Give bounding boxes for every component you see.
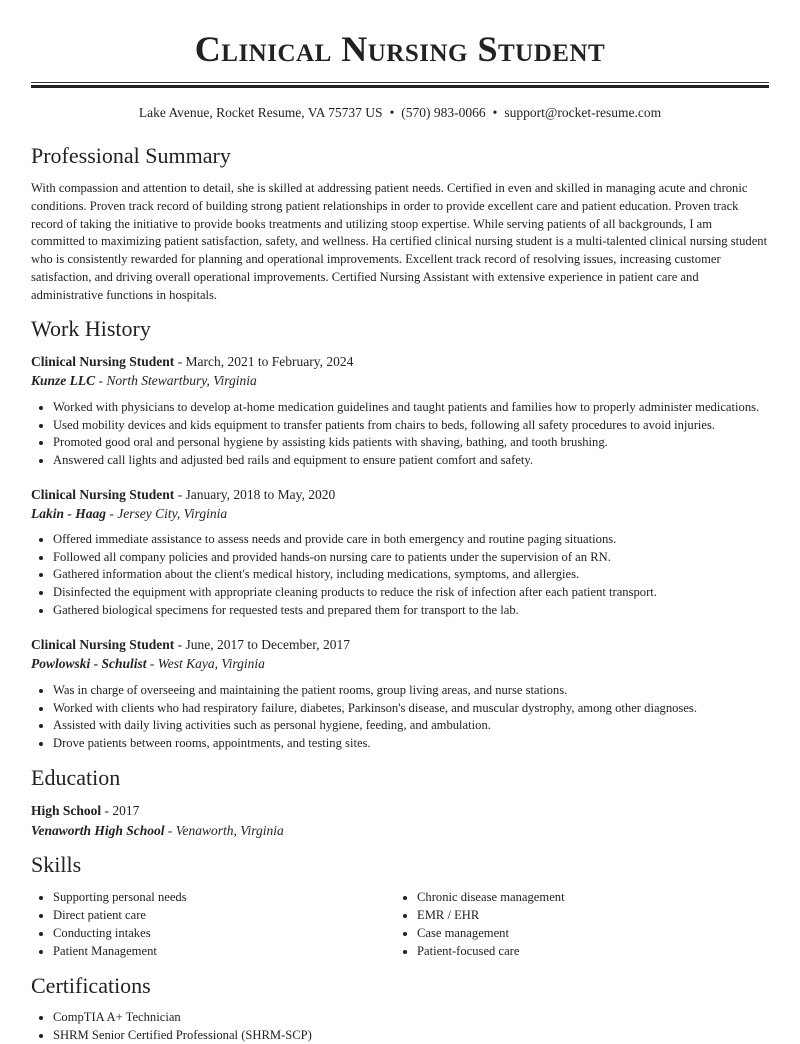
job-company: Kunze LLC	[31, 373, 96, 388]
section-title-summary: Professional Summary	[31, 143, 231, 168]
education-school-line	[31, 821, 284, 840]
job-role: Clinical Nursing Student	[31, 354, 175, 369]
job-bullets	[31, 531, 769, 620]
contact-line	[31, 104, 769, 122]
job-role: Clinical Nursing Student	[31, 487, 175, 502]
education-heading	[31, 801, 139, 820]
skill-item: • Conducting intakes	[53, 925, 353, 943]
education-degree: High School	[31, 803, 102, 818]
list-item: • Drove patients between rooms, appointments, and testing sites.	[53, 735, 769, 753]
contact-email[interactable]: support@rocket-resume.com	[504, 105, 662, 120]
skills-list-left	[31, 889, 353, 961]
list-item: • Worked with clients who had respiratory failure, diabetes, Parkinson's disease, and muscular dystrophy, among other diagnoses.	[53, 700, 769, 718]
education-location: - Venaworth, Virginia	[164, 823, 284, 838]
job-heading	[31, 485, 335, 504]
skill-item: • Case management	[417, 925, 717, 943]
list-item: • Used mobility devices and kids equipment to transfer patients from chairs to beds, following all safety procedures to avoid injuries.	[53, 417, 769, 435]
skill-item: • EMR / EHR	[417, 907, 717, 925]
list-item: • Offered immediate assistance to assess needs and provide care in both emergency and routine paging situations.	[53, 531, 769, 549]
education-school: Venaworth High School	[31, 823, 165, 838]
job-heading	[31, 352, 353, 371]
job-location: - West Kaya, Virginia	[146, 656, 265, 671]
list-item: • Answered call lights and adjusted bed rails and equipment to ensure patient comfort and safety.	[53, 452, 769, 470]
resume-name: Clinical Nursing Student	[194, 29, 606, 69]
header-rule-thin	[31, 82, 769, 83]
certification-item: • CompTIA A+ Technician	[53, 1009, 769, 1027]
header-rule-thick	[31, 85, 769, 88]
education-year: - 2017	[101, 803, 140, 818]
list-item: • Gathered information about the client's medical history, including medications, symptoms, and allergies.	[53, 566, 769, 584]
summary-text: With compassion and attention to detail, she is skilled at addressing patient needs. Certified in even and skilled in managing acute and chronic conditions. Proven track record of building strong patient relationships in order to provide excellent care and patient education. Proven track record of taking the initiative to provide books treatments and utilizing stoop expertise. While serving patients of all backgrounds, I am committed to maximizing patient satisfaction, safety, and wellness. Ha certified clinical nursing student is a multi-talented clinical nursing student who is consistently rewarded for planning and operational improvements. Excellent track record of resolving issues, increasing customer satisfaction, and driving overall operational improvements. Certified Nursing Assistant with extensive experience in patient care and administrative functions in hospitals.	[31, 181, 768, 302]
job-company: Lakin - Haag	[31, 506, 107, 521]
list-item: • Assisted with daily living activities such as personal hygiene, feeding, and ambulation.	[53, 717, 769, 735]
list-item: • Gathered biological specimens for requested tests and prepared them for transport to the lab.	[53, 602, 769, 620]
skill-item: • Patient-focused care	[417, 943, 717, 961]
section-title-work: Work History	[31, 316, 151, 341]
job-company: Powlowski - Schulist	[31, 656, 147, 671]
job-location: - North Stewartbury, Virginia	[95, 373, 257, 388]
section-title-skills: Skills	[31, 852, 82, 877]
job-employer	[31, 371, 257, 390]
certifications-list	[31, 1009, 769, 1044]
job-heading	[31, 635, 350, 654]
job-location: - Jersey City, Virginia	[106, 506, 228, 521]
certification-item: • SHRM Senior Certified Professional (SHRM-SCP)	[53, 1027, 769, 1044]
list-item: • Followed all company policies and provided hands-on nursing care to patients under the supervision of an RN.	[53, 549, 769, 567]
contact-separator: •	[389, 105, 395, 120]
job-role: Clinical Nursing Student	[31, 637, 175, 652]
skill-item: • Supporting personal needs	[53, 889, 353, 907]
skills-list-right	[395, 889, 717, 961]
list-item: • Promoted good oral and personal hygiene by assisting kids patients with shaving, bathing, and tooth brushing.	[53, 434, 769, 452]
job-dates: - January, 2018 to May, 2020	[174, 487, 336, 502]
skill-item: • Direct patient care	[53, 907, 353, 925]
section-title-certifications: Certifications	[31, 973, 151, 998]
job-employer	[31, 504, 227, 523]
job-dates: - June, 2017 to December, 2017	[174, 637, 350, 652]
section-title-education: Education	[31, 765, 121, 790]
list-item: • Disinfected the equipment with appropriate cleaning products to reduce the risk of infection after each patient transport.	[53, 584, 769, 602]
job-bullets	[31, 682, 769, 753]
list-item: • Was in charge of overseeing and maintaining the patient rooms, group living areas, and nurse stations.	[53, 682, 769, 700]
job-bullets	[31, 399, 769, 470]
contact-address: Lake Avenue, Rocket Resume, VA 75737 US	[138, 105, 383, 120]
job-dates: - March, 2021 to February, 2024	[174, 354, 354, 369]
list-item: • Worked with physicians to develop at-home medication guidelines and taught patients and families how to properly administer medications.	[53, 399, 769, 417]
contact-separator: •	[492, 105, 498, 120]
skill-item: • Chronic disease management	[417, 889, 717, 907]
job-employer	[31, 654, 265, 673]
skill-item: • Patient Management	[53, 943, 353, 961]
contact-phone: (570) 983-0066	[401, 105, 486, 120]
